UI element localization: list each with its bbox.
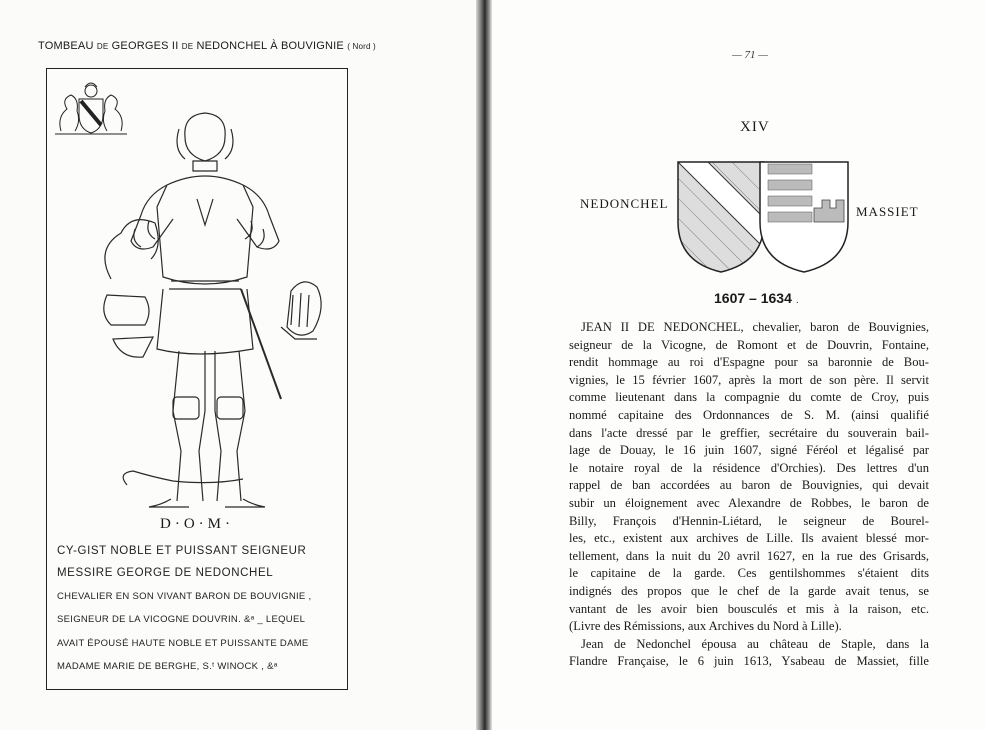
date-range xyxy=(714,290,799,306)
text-line: indignés des propos que le chef de la garde avait tenus, se xyxy=(569,583,929,598)
alliance-arms-icon xyxy=(668,158,858,276)
text-line: vignies, le 15 février 1607, après la mort de son père. Il servit xyxy=(569,372,929,387)
text-line: lage de Douay, le 16 juin 1607, signé Féréol et légalisé par xyxy=(569,443,929,458)
body-text xyxy=(569,319,929,671)
inscription-line-4: SEIGNEUR DE LA VICOGNE DOUVRIN. &ᵃ _ LEQUEL xyxy=(57,614,306,625)
inscription-line-2: MESSIRE GEORGE DE NEDONCHEL xyxy=(57,567,274,579)
text-line: Billy, François d'Hennin-Liétard, le seigneur de Bourel- xyxy=(569,513,929,528)
date-range-text: 1607 – 1634 xyxy=(714,290,792,306)
inscription-line-3: CHEVALIER EN SON VIVANT BARON DE BOUVIGNIE , xyxy=(57,591,312,602)
text-line: vantant de les avoir bien bousculés et mis à la raison, etc. xyxy=(569,601,929,616)
text-line: le capitaine de la garde. Ces gentilshommes s'étaient dits xyxy=(569,566,929,581)
inscription-line-1: CY-GIST NOBLE ET PUISSANT SEIGNEUR xyxy=(57,545,307,557)
book-gutter xyxy=(476,0,492,730)
caption-part: ( Nord ) xyxy=(347,42,376,51)
text-line: rappel de ban accordées au baron de Bouvignies, qui devait xyxy=(569,478,929,493)
text-line: seigneur de la Vicogne, de Romont et de Douvrin, Fontaine, xyxy=(569,337,929,352)
text-line: tellement, dans la nuit du 20 avril 1627, en la rue des Grisards, xyxy=(569,548,929,563)
plate-caption xyxy=(38,40,376,52)
text-line: (Livre des Rémissions, aux Archives du Nord à Lille). xyxy=(569,619,842,634)
text-line: rendit hommage au roi d'Espagne pour sa baronnie de Bou- xyxy=(569,355,929,370)
dom-inscription: D·O·M· xyxy=(160,516,234,532)
caption-part: DE xyxy=(96,42,109,51)
left-page xyxy=(0,0,476,730)
right-page xyxy=(492,0,985,730)
text-line: Flandre Française, le 6 juin 1613, Ysabeau de Massiet, fille xyxy=(569,654,929,669)
date-range-mark: . xyxy=(795,295,799,306)
text-line: le notaire royal de la résidence d'Orchies). Des lettres d'un xyxy=(569,460,929,475)
caption-part: TOMBEAU xyxy=(38,40,94,52)
text-line: dans l'acte dressé par le greffier, secrétaire du souverain bail- xyxy=(569,425,929,440)
arms-left-label: NEDONCHEL xyxy=(580,196,669,211)
caption-part: NEDONCHEL À BOUVIGNIE xyxy=(196,40,344,52)
text-line: nommé capitaine des Ordonnances de S. M. (ainsi qualifié xyxy=(569,407,929,422)
knight-effigy-icon xyxy=(67,89,337,509)
caption-part: DE xyxy=(181,42,194,51)
caption-part: GEORGES II xyxy=(111,40,179,52)
inscription-line-6: MADAME MARIE DE BERGHE, S.ᵗ WINOCK , &ᵃ xyxy=(57,661,278,672)
text-line: Jean de Nedonchel épousa au château de Staple, dans la xyxy=(581,636,929,651)
tomb-plate xyxy=(46,68,348,690)
text-line: les, etc., existent aux archives de Lille. Ils avaient blessé mor- xyxy=(569,531,929,546)
page-number: — 71 — xyxy=(732,49,769,61)
chapter-heading: XIV xyxy=(740,119,770,135)
arms-right-label: MASSIET xyxy=(856,204,919,219)
text-line: comme lieutenant dans la compagnie du comte de Croy, puis xyxy=(569,390,929,405)
text-line: subir un éloignement avec Alexandre de Robbes, le baron de xyxy=(569,495,929,510)
text-line: JEAN II DE NEDONCHEL, chevalier, baron de Bouvignies, xyxy=(581,320,929,334)
inscription-line-5: AVAIT ÉPOUSÉ HAUTE NOBLE ET PUISSANTE DAME xyxy=(57,638,309,649)
